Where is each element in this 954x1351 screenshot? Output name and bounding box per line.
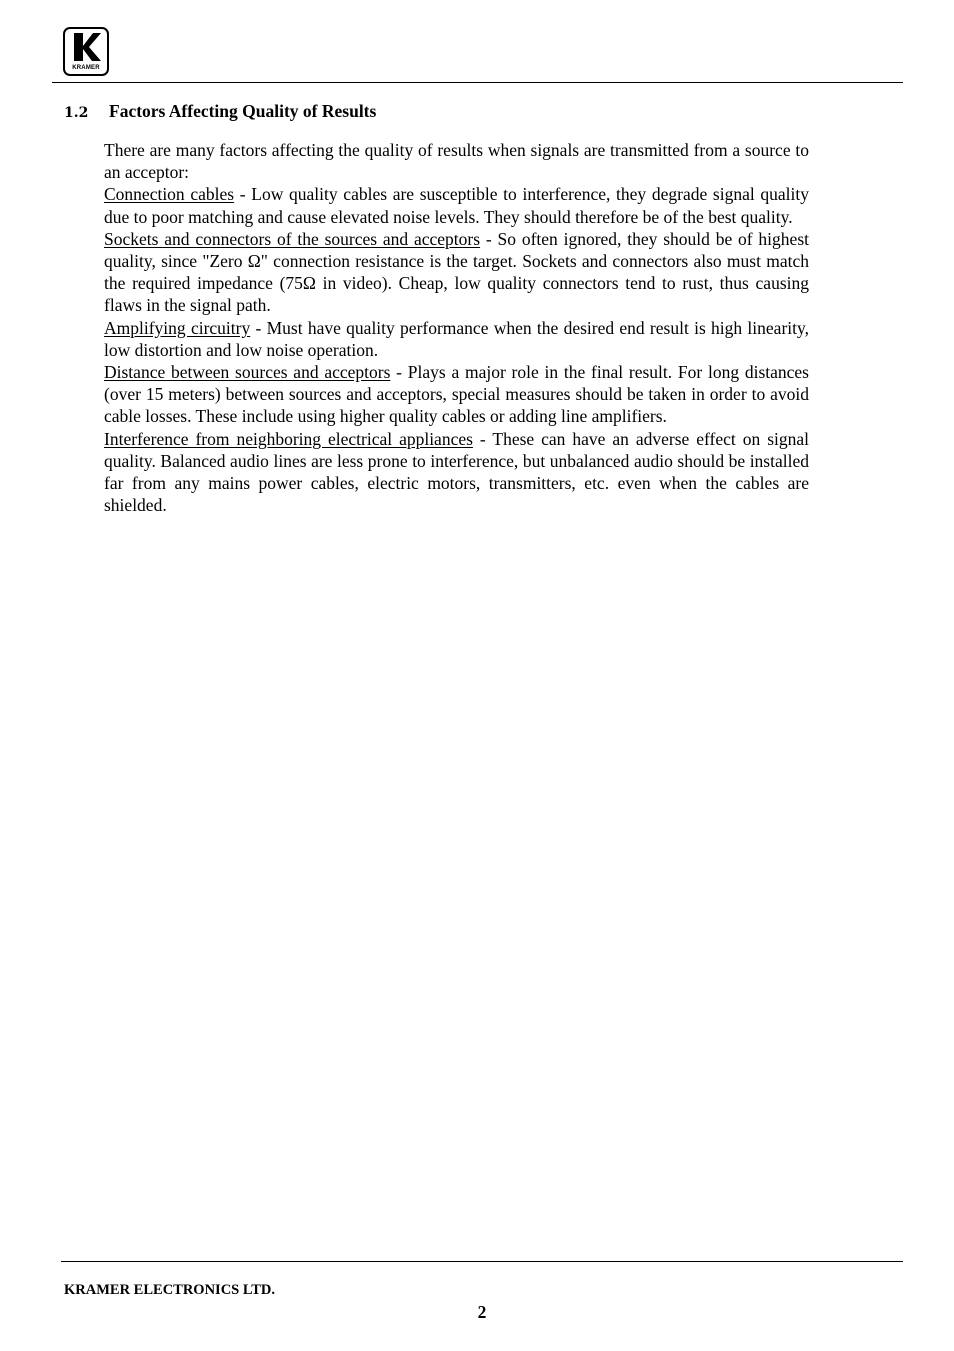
factor-term: Distance between sources and acceptors (104, 362, 391, 383)
factor-paragraph (104, 183, 809, 227)
factor-paragraph (104, 317, 809, 361)
section-heading (64, 101, 376, 122)
page-number: 2 (477, 1302, 487, 1322)
factor-description: - Must have quality performance when the desired end result is high linearity, low distortion and low noise operation. (104, 317, 809, 360)
factor-description: - These can have an adverse effect on signal quality. Balanced audio lines are less prone to interference, but unbalanced audio should be installed far from any mains power cables, electric motors, transmitters, etc. even when the cables are shielded. (104, 428, 810, 516)
footer-divider (61, 1261, 903, 1262)
factor-paragraph (104, 361, 809, 428)
section-title: Factors Affecting Quality of Results (109, 101, 377, 121)
kramer-logo (63, 27, 109, 76)
factor-description: - So often ignored, they should be of highest quality, since "Zero Ω" connection resistance is the target. Sockets and connectors also must match the required impedance (75Ω in video). Cheap, low quality connectors tend to rust, thus causing flaws in the signal path. (104, 228, 809, 316)
footer-company: KRAMER ELECTRONICS LTD. (64, 1282, 275, 1298)
section-number: 1.2 (64, 105, 89, 121)
factor-paragraph (104, 428, 809, 517)
intro-paragraph: There are many factors affecting the quality of results when signals are transmitted from a source to an acceptor: (104, 140, 809, 183)
header-divider (52, 82, 903, 83)
logo-wordmark: KRAMER (72, 65, 100, 71)
factor-term: Sockets and connectors of the sources and acceptors (104, 228, 481, 249)
factor-term: Interference from neighboring electrical appliances (104, 428, 473, 449)
factor-description: - Low quality cables are susceptible to interference, they degrade signal quality due to poor matching and cause elevated noise levels. They should therefore be of the best quality. (104, 184, 809, 227)
factor-term: Amplifying circuitry (104, 317, 251, 338)
factor-paragraph (104, 228, 809, 317)
section-body (104, 139, 809, 516)
factor-term: Connection cables (104, 184, 235, 205)
factor-description: - Plays a major role in the final result. For long distances (over 15 meters) between sources and acceptors, special measures should be taken in order to avoid cable losses. These include using higher quality cables or adding line amplifiers. (104, 362, 809, 427)
